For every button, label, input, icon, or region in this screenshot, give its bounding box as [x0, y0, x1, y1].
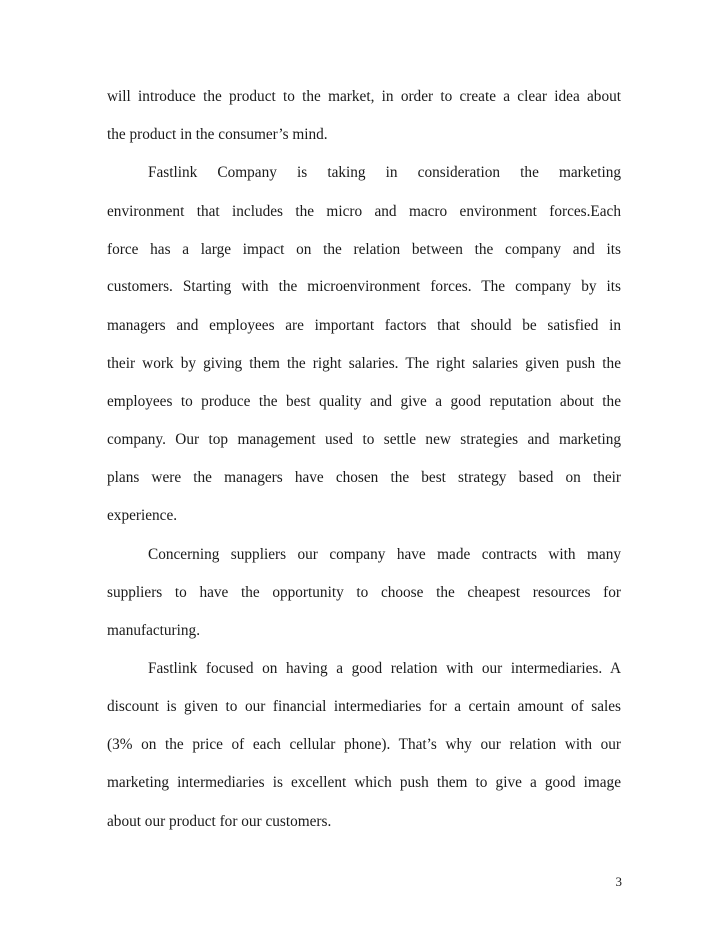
body-text-line: company. Our top management used to settle new strategies and marketing: [107, 431, 621, 448]
paragraph-first-line: Fastlink Company is taking in consideration the marketing: [148, 164, 621, 181]
body-text-line: managers and employees are important factors that should be satisfied in: [107, 317, 621, 334]
body-text-line: will introduce the product to the market, in order to create a clear idea about: [107, 88, 621, 105]
body-text-line: marketing intermediaries is excellent which push them to give a good image: [107, 774, 621, 791]
body-text-line: about our product for our customers.: [107, 813, 332, 830]
body-text-line: customers. Starting with the microenvironment forces. The company by its: [107, 278, 621, 295]
body-text-line: experience.: [107, 507, 178, 524]
body-text-line: (3% on the price of each cellular phone). That’s why our relation with our: [107, 736, 621, 753]
page-number: 3: [615, 874, 622, 889]
body-text-line: suppliers to have the opportunity to choose the cheapest resources for: [107, 584, 621, 601]
body-text-line: discount is given to our financial intermediaries for a certain amount of sales: [107, 698, 621, 715]
body-text-line: manufacturing.: [107, 622, 201, 639]
body-text-line: employees to produce the best quality and give a good reputation about the: [107, 393, 621, 410]
paragraph-first-line: Concerning suppliers our company have made contracts with many: [148, 546, 621, 563]
paragraph-first-line: Fastlink focused on having a good relation with our intermediaries. A: [148, 660, 621, 677]
body-text-line: environment that includes the micro and macro environment forces.Each: [107, 203, 621, 220]
body-text-line: their work by giving them the right salaries. The right salaries given push the: [107, 355, 621, 372]
body-text-line: the product in the consumer’s mind.: [107, 126, 328, 143]
body-text-line: plans were the managers have chosen the best strategy based on their: [107, 469, 621, 486]
body-text-line: force has a large impact on the relation between the company and its: [107, 241, 621, 258]
